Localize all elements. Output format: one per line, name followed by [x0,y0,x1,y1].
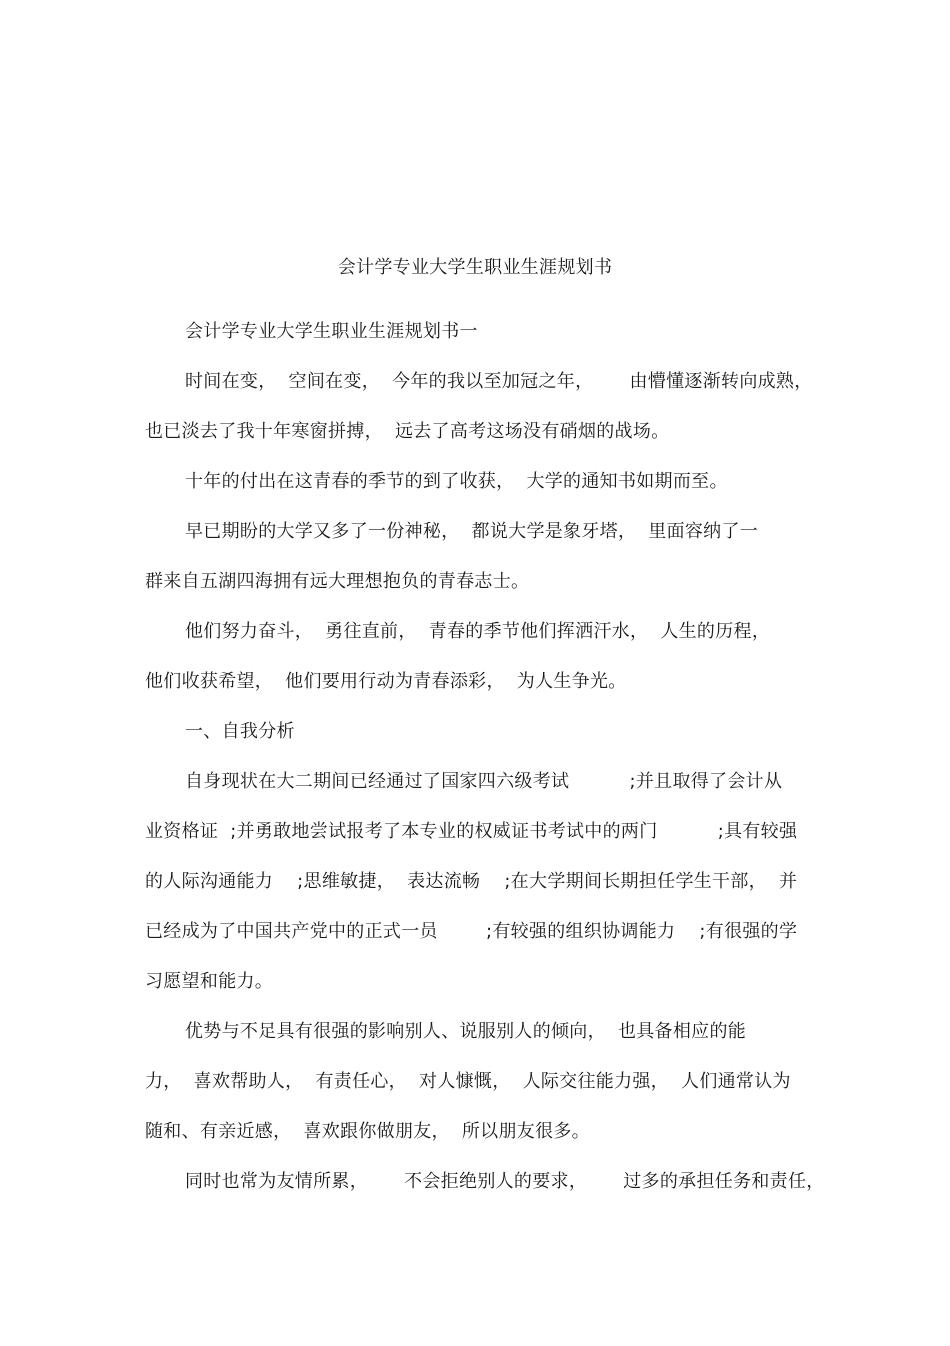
paragraph-line: 习愿望和能力。 [145,971,274,992]
paragraph-line: 时间在变， 空间在变， 今年的我以至加冠之年， 由懵懂逐渐转向成熟， [185,371,813,392]
paragraph-line: 已经成为了中国共产党中的正式一员 ;有较强的组织协调能力 ;有很强的学 [145,921,798,942]
paragraph-line: 自身现状在大二期间已经通过了国家四六级考试 ;并且取得了会计从 [185,771,783,792]
paragraph-line: 十年的付出在这青春的季节的到了收获， 大学的通知书如期而至。 [185,471,728,492]
paragraph-line: 早已期盼的大学又多了一份神秘， 都说大学是象牙塔， 里面容纳了一 [185,521,759,542]
paragraph-line: 力， 喜欢帮助人， 有责任心， 对人慷慨， 人际交往能力强， 人们通常认为 [145,1071,791,1092]
paragraph-line: 也已淡去了我十年寒窗拼搏， 远去了高考这场没有硝烟的战场。 [145,421,670,442]
paragraph-line: 优势与不足具有很强的影响别人、说服别人的倾向， 也具备相应的能 [185,1021,747,1042]
section-heading: 会计学专业大学生职业生涯规划书一 [185,321,478,342]
paragraph-line: 他们收获希望， 他们要用行动为青春添彩， 为人生争光。 [145,671,627,692]
paragraph-line: 业资格证 ;并勇敢地尝试报考了本专业的权威证书考试中的两门 ;具有较强 [145,821,798,842]
document-title: 会计学专业大学生职业生涯规划书 [337,257,613,278]
paragraph-line: 同时也常为友情所累， 不会拒绝别人的要求， 过多的承担任务和责任， [185,1171,825,1192]
section-heading: 一、自我分析 [185,721,295,742]
paragraph-line: 随和、有亲近感， 喜欢跟你做朋友， 所以朋友很多。 [145,1121,590,1142]
paragraph-line: 他们努力奋斗， 勇往直前， 青春的季节他们挥洒汗水， 人生的历程， [185,621,771,642]
paragraph-line: 群来自五湖四海拥有远大理想抱负的青春志士。 [145,571,530,592]
paragraph-line: 的人际沟通能力 ;思维敏捷， 表达流畅 ;在大学期间长期担任学生干部， 并 [145,871,798,892]
